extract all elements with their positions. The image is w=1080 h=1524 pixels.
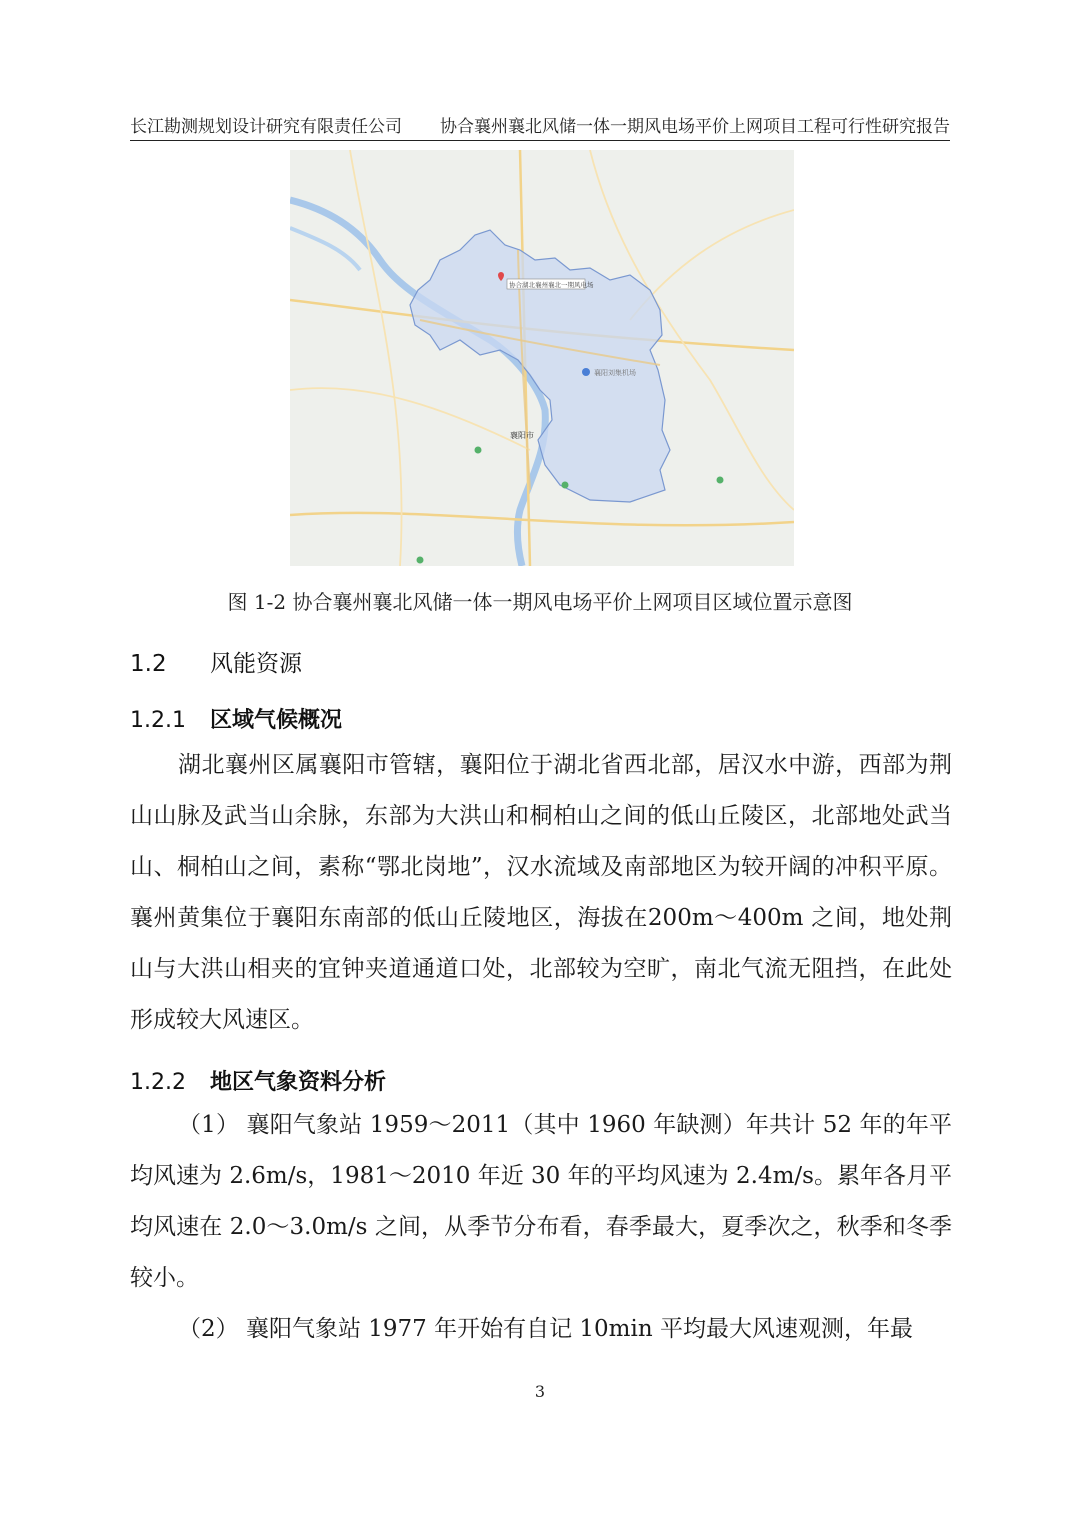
section-heading-1-2-2 <box>130 1065 386 1096</box>
section-title: 区域气候概况 <box>210 708 343 733</box>
paragraph-text: （2） 襄阳气象站 1977 年开始有自记 10min 平均最大风速观测，年最 <box>178 1316 913 1342</box>
section-heading-1-2 <box>130 645 302 678</box>
paragraph-climate <box>130 740 952 1046</box>
project-label: 协合湖北襄州襄北一期风电场 <box>509 281 594 289</box>
header-company: 长江勘测规划设计研究有限责任公司 <box>130 117 402 137</box>
road <box>290 388 530 450</box>
city-label: 襄阳市 <box>510 431 534 440</box>
road <box>350 150 402 566</box>
section-number: 1.2.1 <box>130 708 186 733</box>
section-number: 1.2 <box>130 651 167 677</box>
park-marker <box>562 482 569 489</box>
river-branch <box>290 228 360 270</box>
paragraph-station-analysis <box>130 1100 952 1355</box>
road <box>290 513 794 525</box>
park-marker <box>717 477 724 484</box>
airport-icon <box>582 368 590 376</box>
section-heading-1-2-1 <box>130 703 342 734</box>
map-graphic <box>290 150 794 566</box>
header-report-title: 协合襄州襄北风储一体一期风电场平价上网项目工程可行性研究报告 <box>440 117 950 137</box>
location-map <box>290 150 794 566</box>
page-header <box>130 108 950 141</box>
page-number: 3 <box>534 1382 546 1401</box>
paragraph-text: 湖北襄州区属襄阳市管辖，襄阳位于湖北省西北部，居汉水中游，西部为荆山山脉及武当山余脉，东部为大洪山和桐柏山之间的低山丘陵区，北部地处武当山、桐柏山之间，素称“鄂北岗地”，汉水流域及南部地区为较开阔的冲积平原。襄州黄集位于襄阳东南部的低山丘陵地区，海拔在200m～400m 之间，地处荆山与大洪山相夹的宜钟夹道通道口处，北部较为空旷，南北气流无阻挡，在此处形成较大风速区。 <box>130 752 952 1033</box>
figure-caption: 图 1-2 协合襄州襄北风储一体一期风电场平价上网项目区域位置示意图 <box>227 590 853 614</box>
section-title: 风能资源 <box>210 651 302 677</box>
section-number: 1.2.2 <box>130 1070 186 1095</box>
airport-label: 襄阳刘集机场 <box>594 369 636 377</box>
park-marker <box>475 447 482 454</box>
park-marker <box>417 557 424 564</box>
section-title: 地区气象资料分析 <box>210 1070 387 1095</box>
paragraph-text: （1） 襄阳气象站 1959～2011（其中 1960 年缺测）年共计 52 年的年平均风速为 2.6m/s，1981～2010 年近 30 年的平均风速为 2.4m/s。累年各月平均风速在 2.0～3.0m/s 之间，从季节分布看，春季最大，夏季次之，秋季和冬季较小。 <box>130 1112 952 1291</box>
